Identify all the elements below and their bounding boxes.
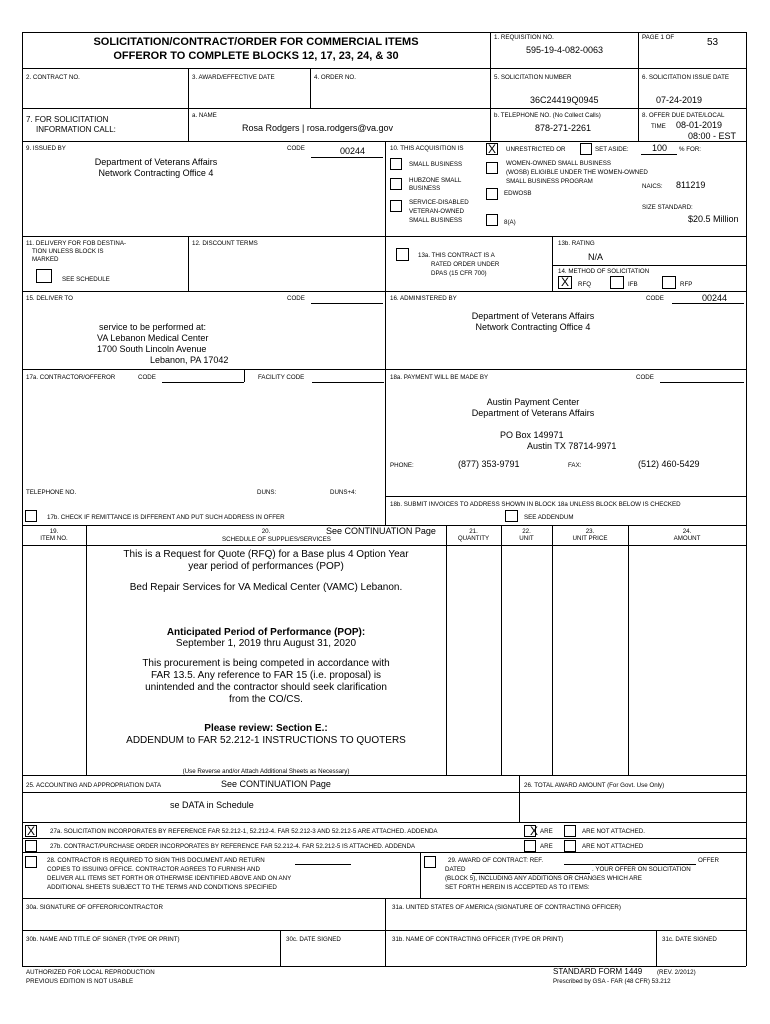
schedule-addendum-text: ADDENDUM to FAR 52.212-1 INSTRUCTIONS TO QUOTERS xyxy=(126,735,406,746)
award-date-label: 3. AWARD/EFFECTIVE DATE xyxy=(192,74,275,81)
ifb-label: IFB xyxy=(628,281,638,288)
info-call-label: 7. FOR SOLICITATION xyxy=(26,115,109,124)
rfp-checkbox[interactable] xyxy=(662,276,676,289)
clause-28-line4: ADDITIONAL SHEETS SUBJECT TO THE TERMS AND CONDITIONS SPECIFIED xyxy=(47,884,277,891)
schedule-rfq-text: This is a Request for Quote (RFQ) for a Base plus 4 Option Year year period of performances (POP) xyxy=(123,549,409,572)
page-total: 53 xyxy=(707,37,719,48)
clause-29-ref-underline xyxy=(564,864,696,865)
wosb-label: WOMEN-OWNED SMALL BUSINESS xyxy=(506,160,611,167)
eight-a-label: 8(A) xyxy=(504,219,516,226)
issued-by-label: 9. ISSUED BY xyxy=(26,145,66,152)
col-amount: 24. xyxy=(682,528,692,535)
reverse-note: (Use Reverse and/or Attach Additional Sheets as Necessary) xyxy=(182,768,350,775)
clause-27b-are-not-checkbox[interactable] xyxy=(564,840,576,852)
percent-for-label: % FOR: xyxy=(679,146,702,153)
unrestricted-label: UNRESTRICTED OR xyxy=(506,146,566,153)
contractor-code-underline xyxy=(162,382,244,383)
hubzone-checkbox[interactable] xyxy=(390,178,402,190)
addendum-label: SEE ADDENDUM xyxy=(524,514,574,521)
offer-due-time: 08:00 - EST xyxy=(688,131,737,141)
requisition-label: 1. REQUISITION NO. xyxy=(494,34,554,41)
footer-prescribed: Prescribed by GSA - FAR (48 CFR) 53.212 xyxy=(553,978,671,985)
clause-29-dated-underline xyxy=(472,873,590,874)
naics-label: NAICS: xyxy=(642,183,663,190)
payment-line2: Department of Veterans Affairs xyxy=(471,408,595,418)
col-quantity: 21. xyxy=(469,528,478,535)
footer-previous-edition: PREVIOUS EDITION IS NOT USABLE xyxy=(26,978,134,985)
schedule-far-text: This procurement is being competed in accordance with FAR 13.5. Any reference to FAR 15 (i.e. proposal) is unintended and the contractor should seek clarification from the CO/CS. xyxy=(142,658,390,705)
col-item-no-label: ITEM NO. xyxy=(40,535,68,542)
ifb-checkbox[interactable] xyxy=(610,276,624,289)
signature-offeror-label: 30a. SIGNATURE OF OFFEROR/CONTRACTOR xyxy=(26,904,163,911)
sdvosb-label-3: SMALL BUSINESS xyxy=(409,217,463,224)
naics-value: 811219 xyxy=(676,180,706,190)
discount-terms-label: 12. DISCOUNT TERMS xyxy=(192,240,258,247)
col-quantity-label: QUANTITY xyxy=(457,535,490,542)
co-date-label: 31c. DATE SIGNED xyxy=(662,936,717,943)
form-subtitle: OFFEROR TO COMPLETE BLOCKS 12, 17, 23, 24, & 30 xyxy=(113,50,399,62)
clause-27b-text: 27b. CONTRACT/PURCHASE ORDER INCORPORATES BY REFERENCE FAR 52.212-4. FAR 52.212-5 IS ATTACHED. ADDENDA xyxy=(50,843,416,850)
accounting-value: se DATA in Schedule xyxy=(170,800,254,810)
see-schedule-label: SEE SCHEDULE xyxy=(62,276,110,283)
sdvosb-label-2: VETERAN-OWNED xyxy=(409,208,465,215)
payment-code-label: CODE xyxy=(636,374,654,381)
clause-27b-are-not: ARE NOT ATTACHED xyxy=(582,843,644,850)
info-call-label-2: INFORMATION CALL: xyxy=(36,125,116,134)
hubzone-label: HUBZONE SMALL xyxy=(409,177,462,184)
clause-28-line3: DELIVER ALL ITEMS SET FORTH OR OTHERWISE IDENTIFIED ABOVE AND ON ANY xyxy=(47,875,292,882)
clause-29-line1: 29. AWARD OF CONTRACT: REF. xyxy=(448,857,544,864)
signer-date-label: 30c. DATE SIGNED xyxy=(286,936,341,943)
clause-27a-are-not: ARE NOT ATTACHED. xyxy=(582,828,645,835)
payment-fax: (512) 460-5429 xyxy=(638,459,700,469)
time-label: TIME xyxy=(651,123,666,130)
schedule-service-text: Bed Repair Services for VA Medical Center (VAMC) Lebanon. xyxy=(129,582,403,593)
size-standard-value: $20.5 Million xyxy=(688,214,739,224)
set-aside-label: SET ASIDE: xyxy=(595,146,629,153)
wosb-label-3: SMALL BUSINESS PROGRAM xyxy=(506,178,593,185)
clause-27b-checkbox[interactable] xyxy=(25,840,37,852)
addendum-checkbox[interactable] xyxy=(505,510,518,522)
payment-line3: PO Box 149971 xyxy=(500,430,564,440)
schedule-pop-dates: September 1, 2019 thru August 31, 2020 xyxy=(175,638,357,649)
clause-29-dated: DATED xyxy=(445,866,466,873)
size-standard-label: SIZE STANDARD: xyxy=(642,204,693,211)
deliver-to-line4: Lebanon, PA 17042 xyxy=(150,355,229,365)
acquisition-label: 10. THIS ACQUISITION IS xyxy=(390,145,464,152)
schedule-review-heading: Please review: Section E.: xyxy=(204,723,328,734)
sdvosb-checkbox[interactable] xyxy=(390,200,402,212)
schedule-continuation: See CONTINUATION Page xyxy=(326,526,436,536)
clause-29-line3: (BLOCK 5), INCLUDING ANY ADDITIONS OR CHANGES WHICH ARE xyxy=(445,875,642,882)
rfq-label: RFQ xyxy=(578,281,592,288)
order-no-label: 4. ORDER NO. xyxy=(314,74,356,81)
deliver-to-label: 15. DELIVER TO xyxy=(26,295,73,302)
clause-29-offer: OFFER xyxy=(698,857,719,864)
total-award-label: 26. TOTAL AWARD AMOUNT (For Govt. Use Only) xyxy=(524,782,665,789)
rating-value: N/A xyxy=(588,252,604,262)
duns4-label: DUNS+4: xyxy=(330,489,357,496)
payment-label: 18a. PAYMENT WILL BE MADE BY xyxy=(390,374,489,381)
delivery-label-2: TION UNLESS BLOCK IS xyxy=(32,248,104,255)
payment-line1: Austin Payment Center xyxy=(486,397,580,407)
unrestricted-x-mark: X xyxy=(487,142,496,156)
solicitation-no-label: 5. SOLICITATION NUMBER xyxy=(494,74,572,81)
percent-underline xyxy=(641,154,677,155)
rated-order-label: 13a. THIS CONTRACT IS A xyxy=(418,252,495,259)
clause-28-checkbox[interactable] xyxy=(25,856,37,868)
issued-by-code: 00244 xyxy=(340,146,366,156)
hubzone-label-2: BUSINESS xyxy=(409,185,441,192)
clause-28-copies-underline xyxy=(295,864,351,865)
administered-code-label: CODE xyxy=(646,295,664,302)
schedule-pop-heading: Anticipated Period of Performance (POP): xyxy=(166,627,366,638)
wosb-checkbox[interactable] xyxy=(486,162,498,174)
wosb-label-2: (WOSB) ELIGIBLE UNDER THE WOMEN-OWNED xyxy=(506,169,648,176)
solicitation-no-value: 36C24419Q0945 xyxy=(530,95,599,105)
set-aside-percent: 100 xyxy=(652,143,668,153)
col-unit-price: 23. xyxy=(585,528,595,535)
small-business-label: SMALL BUSINESS xyxy=(409,161,463,168)
clause-27a-are-x-mark: X xyxy=(529,824,538,838)
footer-form-number: STANDARD FORM 1449 xyxy=(553,967,643,976)
signer-name-label: 30b. NAME AND TITLE OF SIGNER (TYPE OR PRINT) xyxy=(26,936,180,943)
rated-order-label-3: DPAS (15 CFR 700) xyxy=(431,270,487,277)
issue-date-label: 6. SOLICITATION ISSUE DATE xyxy=(642,74,729,81)
clause-28-line1: 28. CONTRACTOR IS REQUIRED TO SIGN THIS DOCUMENT AND RETURN xyxy=(47,857,265,864)
col-schedule-label: SCHEDULE OF SUPPLIES/SERVICES xyxy=(222,536,331,543)
page-label: PAGE 1 OF xyxy=(642,34,675,41)
clause-27b-are-checkbox[interactable] xyxy=(524,840,536,852)
payment-line4: Austin TX 78714-9971 xyxy=(527,441,617,451)
telephone-label: TELEPHONE NO. xyxy=(26,489,77,496)
payment-fax-label: FAX: xyxy=(568,462,582,469)
col-schedule: 20. xyxy=(261,528,271,535)
contractor-code-label: CODE xyxy=(138,374,156,381)
set-aside-checkbox[interactable] xyxy=(580,143,592,155)
delivery-label: 11. DELIVERY FOR FOB DESTINA- xyxy=(26,240,127,247)
col-unit: 22. xyxy=(522,528,531,535)
issued-by-code-underline xyxy=(311,157,383,158)
administered-line2: Network Contracting Office 4 xyxy=(475,322,591,332)
deliver-to-line3: 1700 South Lincoln Avenue xyxy=(97,344,207,354)
clause-27a-are-not-checkbox[interactable] xyxy=(564,825,576,837)
col-item-no: 19. xyxy=(49,528,59,535)
deliver-to-code-label: CODE xyxy=(287,295,305,302)
payment-code-underline xyxy=(660,382,744,383)
eight-a-checkbox[interactable] xyxy=(486,214,498,226)
facility-code-underline xyxy=(312,382,384,383)
edwosb-label: EDWOSB xyxy=(504,190,532,197)
requisition-value: 595-19-4-082-0063 xyxy=(526,45,604,55)
issue-date-value: 07-24-2019 xyxy=(656,95,703,105)
footer-authorized: AUTHORIZED FOR LOCAL REPRODUCTION xyxy=(26,969,155,976)
sdvosb-label: SERVICE-DISABLED xyxy=(409,199,469,206)
deliver-to-line1: service to be performed at: xyxy=(99,322,207,332)
offer-due-date: 08-01-2019 xyxy=(676,120,723,130)
rated-order-checkbox[interactable] xyxy=(396,248,409,261)
clause-27a-text: 27a. SOLICITATION INCORPORATES BY REFERENCE FAR 52.212-1, 52.212-4. FAR 52.212-3 AND 52.212-5 ARE ATTACHED. ADDENDA xyxy=(50,828,438,835)
facility-code-label: FACILITY CODE xyxy=(258,374,305,381)
signature-co-label: 31a. UNITED STATES OF AMERICA (SIGNATURE OF CONTRACTING OFFICER) xyxy=(392,904,621,911)
rating-label: 13b. RATING xyxy=(558,240,595,247)
deliver-to-line2: VA Lebanon Medical Center xyxy=(97,333,209,343)
administered-by-label: 16. ADMINISTERED BY xyxy=(390,295,457,302)
deliver-to-code-underline xyxy=(311,303,383,304)
method-label: 14. METHOD OF SOLICITATION xyxy=(558,268,650,275)
form-title: SOLICITATION/CONTRACT/ORDER FOR COMMERCIAL ITEMS xyxy=(93,36,419,48)
rated-order-label-2: RATED ORDER UNDER xyxy=(431,261,500,268)
submit-invoices-label: 18b. SUBMIT INVOICES TO ADDRESS SHOWN IN BLOCK 18a UNLESS BLOCK BELOW IS CHECKED xyxy=(390,501,681,508)
payment-phone: (877) 353-9791 xyxy=(458,459,520,469)
contractor-label: 17a. CONTRACTOR/OFFEROR xyxy=(26,374,116,381)
clause-27a-are: ARE xyxy=(540,828,553,835)
clause-29-your-offer: . YOUR OFFER ON SOLICITATION xyxy=(592,866,691,873)
rfq-x-mark: X xyxy=(560,275,569,289)
contract-no-label: 2. CONTRACT NO. xyxy=(26,74,80,81)
clause-29-checkbox[interactable] xyxy=(424,856,436,868)
edwosb-checkbox[interactable] xyxy=(486,188,498,200)
administered-line1: Department of Veterans Affairs xyxy=(471,311,595,321)
rfp-label: RFP xyxy=(680,281,693,288)
delivery-label-3: MARKED xyxy=(32,256,59,263)
issued-by-line2: Network Contracting Office 4 xyxy=(98,168,214,178)
contact-phone: 878-271-2261 xyxy=(535,123,592,133)
clause-28-line2: COPIES TO ISSUING OFFICE. CONTRACTOR AGREES TO FURNISH AND xyxy=(47,866,260,873)
see-schedule-checkbox[interactable] xyxy=(36,269,52,283)
col-unit-label: UNIT xyxy=(519,535,534,542)
offer-due-label: 8. OFFER DUE DATE/LOCAL xyxy=(642,112,725,119)
administered-code: 00244 xyxy=(702,293,728,303)
col-amount-label: AMOUNT xyxy=(673,535,701,542)
clause-27b-are: ARE xyxy=(540,843,553,850)
small-business-checkbox[interactable] xyxy=(390,158,402,170)
contact-name: Rosa Rodgers | rosa.rodgers@va.gov xyxy=(242,123,394,133)
clause-27a-x-mark: X xyxy=(26,824,35,838)
remittance-label: 17b. CHECK IF REMITTANCE IS DIFFERENT AND PUT SUCH ADDRESS IN OFFER xyxy=(47,514,285,521)
co-name-label: 31b. NAME OF CONTRACTING OFFICER (TYPE OR PRINT) xyxy=(392,936,564,943)
accounting-continuation: See CONTINUATION Page xyxy=(221,779,331,789)
name-label: a. NAME xyxy=(192,112,217,119)
duns-label: DUNS: xyxy=(257,489,277,496)
phone-label: b. TELEPHONE NO. (No Collect Calls) xyxy=(494,112,601,119)
issued-by-code-label: CODE xyxy=(287,145,305,152)
issued-by-line1: Department of Veterans Affairs xyxy=(94,157,218,167)
accounting-label: 25. ACCOUNTING AND APPROPRIATION DATA xyxy=(26,782,162,789)
col-unit-price-label: UNIT PRICE xyxy=(572,535,608,542)
remittance-checkbox[interactable] xyxy=(25,510,37,522)
footer-revision: (REV. 2/2012) xyxy=(657,969,696,976)
clause-29-line4: SET FORTH HEREIN IS ACCEPTED AS TO ITEMS: xyxy=(445,884,590,891)
payment-phone-label: PHONE: xyxy=(390,462,414,469)
